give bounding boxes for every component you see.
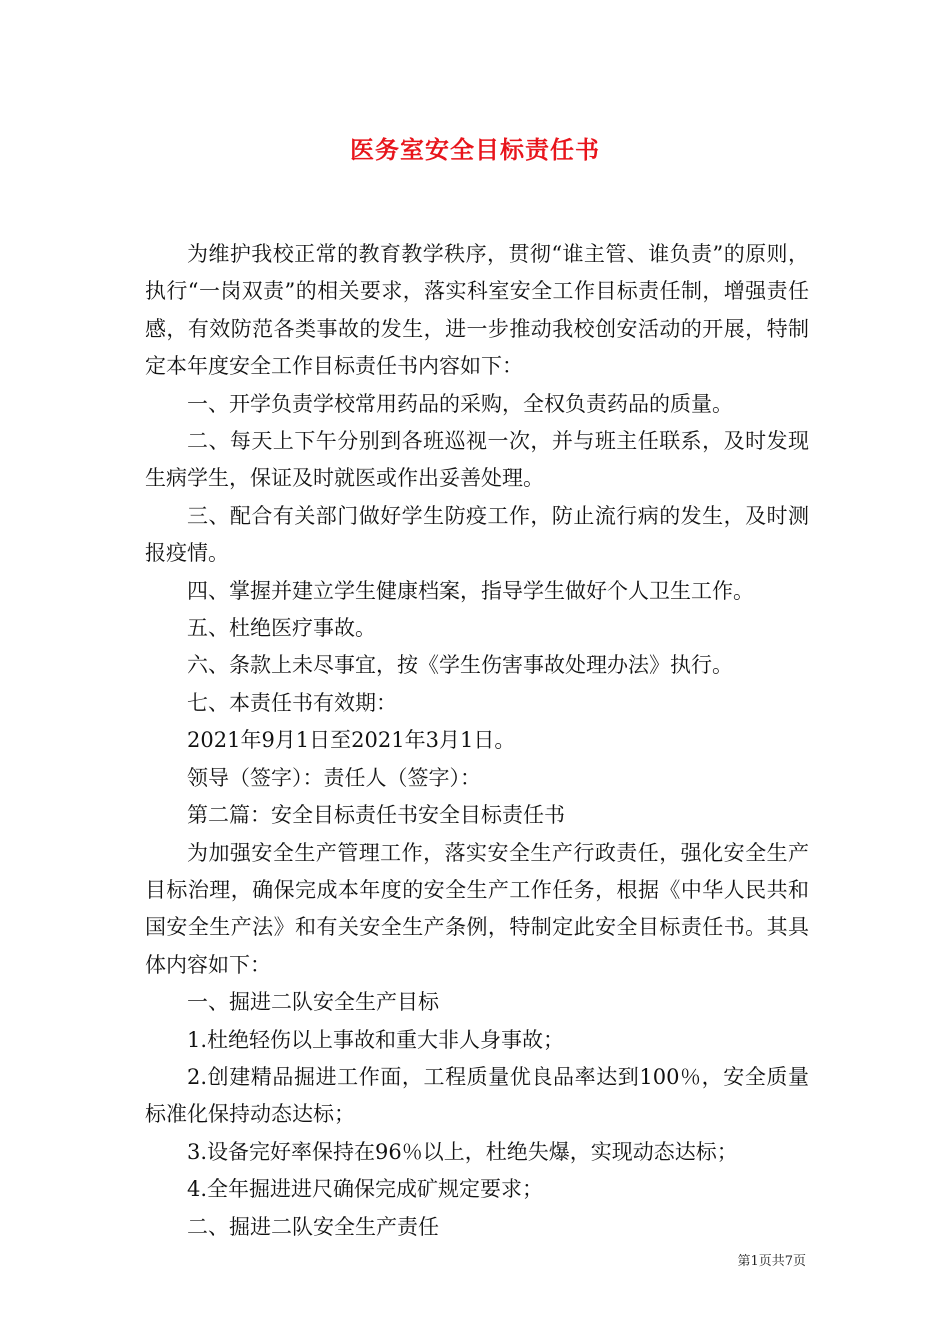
paragraph-item-3: 三、配合有关部门做好学生防疫工作，防止流行病的发生，及时测报疫情。 — [145, 503, 809, 566]
paragraph-section-two-intro: 为加强安全生产管理工作，落实安全生产行政责任，强化安全生产目标治理，确保完成本年度的安全生产工作任务，根据《中华人民共和国安全生产法》和有关安全生产条例，特制定此安全目标责任书。其具体内容如下： — [145, 840, 809, 977]
paragraph-validity-dates: 2021年9月1日至2021年3月1日。 — [187, 728, 516, 753]
paragraph-item-7: 七、本责任书有效期： — [187, 690, 397, 715]
paragraph-signatures: 领导（签字）：责任人（签字）： — [187, 765, 481, 790]
paragraph-goal-1: 1.杜绝轻伤以上事故和重大非人身事故； — [187, 1027, 565, 1052]
paragraph-goal-4: 4.全年掘进进尺确保完成矿规定要求； — [187, 1177, 544, 1202]
paragraph-goal-3: 3.设备完好率保持在96％以上，杜绝失爆，实现动态达标； — [187, 1139, 738, 1164]
paragraph-goal-2: 2.创建精品掘进工作面，工程质量优良品率达到100％，安全质量标准化保持动态达标； — [145, 1064, 809, 1127]
paragraph-responsibility-heading: 二、掘进二队安全生产责任 — [187, 1214, 439, 1239]
paragraph-item-6: 六、条款上未尽事宜，按《学生伤害事故处理办法》执行。 — [187, 653, 733, 678]
document-body — [145, 236, 809, 1246]
paragraph-section-two-heading: 第二篇：安全目标责任书安全目标责任书 — [187, 803, 565, 828]
paragraph-intro: 为维护我校正常的教育教学秩序，贯彻“谁主管、谁负责”的原则，执行“一岗双责”的相关要求，落实科室安全工作目标责任制，增强责任感，有效防范各类事故的发生，进一步推动我校创安活动的开展，特制定本年度安全工作目标责任书内容如下： — [145, 242, 809, 379]
document-title: 医务室安全目标责任书 — [350, 135, 600, 164]
page-number: 第1页共7页 — [737, 1254, 806, 1269]
paragraph-item-5: 五、杜绝医疗事故。 — [187, 616, 376, 641]
paragraph-item-2: 二、每天上下午分别到各班巡视一次，并与班主任联系，及时发现生病学生，保证及时就医或作出妥善处理。 — [145, 429, 809, 491]
paragraph-item-1: 一、开学负责学校常用药品的采购，全权负责药品的质量。 — [187, 391, 733, 416]
paragraph-item-4: 四、掌握并建立学生健康档案，指导学生做好个人卫生工作。 — [187, 578, 754, 603]
paragraph-goals-heading: 一、掘进二队安全生产目标 — [187, 990, 439, 1015]
